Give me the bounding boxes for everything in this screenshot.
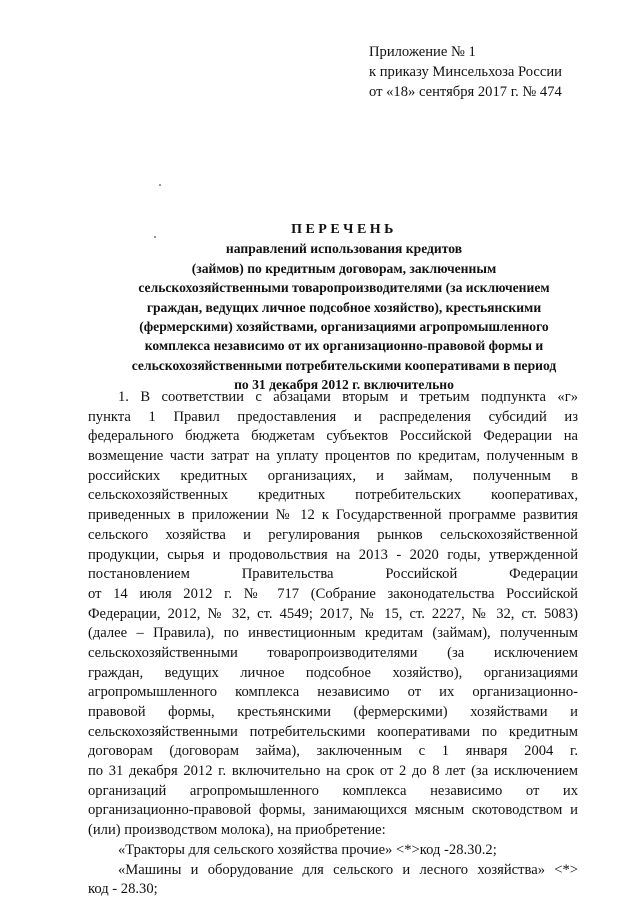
paragraph-line: возмещение части затрат на уплату процентов по кредитам, полученным в bbox=[88, 448, 578, 465]
paragraph-line: организаций агропромышленного комплекса независимо от их bbox=[88, 782, 578, 799]
paragraph-line: сельского хозяйства и регулирования рынков сельскохозяйственной bbox=[88, 526, 578, 543]
annex-number: Приложение № 1 bbox=[369, 44, 476, 60]
paragraph-line: продукции, сырья и продовольствия на 2013 - 2020 годы, утвержденной bbox=[88, 546, 578, 563]
heading-line: (займов) по кредитным договорам, заключенным bbox=[191, 260, 497, 276]
annex-order-date: от «18» сентября 2017 г. № 474 bbox=[369, 84, 562, 100]
paragraph-line: 1. В соответствии с абзацами вторым и третьим подпункта «г» bbox=[118, 389, 578, 405]
heading-title: ПЕРЕЧЕНЬ bbox=[291, 222, 397, 237]
paragraph-line: (далее – Правила), по инвестиционным кредитам (займам), полученным bbox=[88, 625, 578, 642]
annex-order-ref: к приказу Минсельхоза России bbox=[369, 64, 562, 80]
body-text bbox=[88, 388, 578, 900]
paragraph-line: приведенных в приложении № 12 к Государственной программе развития bbox=[88, 507, 578, 524]
list-item-machinery-code: код - 28.30; bbox=[88, 881, 158, 898]
paragraph-line: сельскохозяйственных кредитных потребительских кооперативах, bbox=[88, 487, 578, 504]
paragraph-line: организационно-правовой формы, занимающихся мясным скотоводством и bbox=[88, 802, 578, 819]
document-heading bbox=[84, 220, 604, 395]
paragraph-line: федерального бюджета бюджетам субъектов Российской Федерации на bbox=[88, 428, 578, 445]
paragraph-line: граждан, ведущих личное подсобное хозяйство), организациями bbox=[88, 664, 578, 681]
paragraph-line: (или) производством молока), на приобретение: bbox=[88, 822, 386, 839]
paragraph-line: договорам (договорам займа), заключенным с 1 января 2004 г. bbox=[88, 743, 578, 760]
list-item-tractors: «Тракторы для сельского хозяйства прочие» <*>код -28.30.2; bbox=[118, 841, 497, 858]
paragraph-line: по 31 декабря 2012 г. включительно на срок от 2 до 8 лет (за исключением bbox=[88, 763, 578, 780]
paragraph-line: сельскохозяйственными потребительскими кооперативами по кредитным bbox=[88, 723, 578, 740]
list-item-machinery: «Машины и оборудование для сельского и лесного хозяйства» <*> bbox=[118, 861, 578, 878]
paragraph-line: постановлением Правительства Российской Федерации bbox=[88, 566, 578, 583]
heading-line: сельскохозяйственными товаропроизводителями (за исключением bbox=[138, 280, 550, 296]
heading-line: (фермерскими) хозяйствами, организациями агропромышленного bbox=[139, 319, 549, 335]
heading-line: граждан, ведущих личное подсобное хозяйство), крестьянскими bbox=[146, 299, 542, 315]
paragraph-line: Федерации, 2012, № 32, ст. 4549; 2017, № 15, ст. 2227, № 32, ст. 5083) bbox=[88, 605, 578, 622]
paragraph-line: правовой формы, крестьянскими (фермерскими) хозяйствами и bbox=[88, 704, 578, 720]
heading-line: по 31 декабря 2012 г. включительно bbox=[234, 377, 454, 393]
paragraph-line: сельскохозяйственными товаропроизводителями (за исключением bbox=[88, 644, 578, 661]
heading-line: сельскохозяйственными потребительскими кооперативами в период bbox=[131, 357, 557, 373]
paragraph-line: российских кредитных организациях, и займам, полученным в bbox=[88, 467, 578, 484]
heading-line: комплекса независимо от их организационно-правовой формы и bbox=[144, 338, 544, 354]
annex-reference bbox=[369, 42, 562, 102]
paragraph-line: от 14 июля 2012 г. № 717 (Собрание законодательства Российской bbox=[88, 585, 578, 602]
paragraph-line: пункта 1 Правил предоставления и распределения субсидий из bbox=[88, 408, 578, 425]
paragraph-line: агропромышленного комплекса независимо от их организационно- bbox=[88, 684, 578, 701]
heading-line: направлений использования кредитов bbox=[225, 241, 463, 257]
scan-speck bbox=[159, 184, 161, 186]
